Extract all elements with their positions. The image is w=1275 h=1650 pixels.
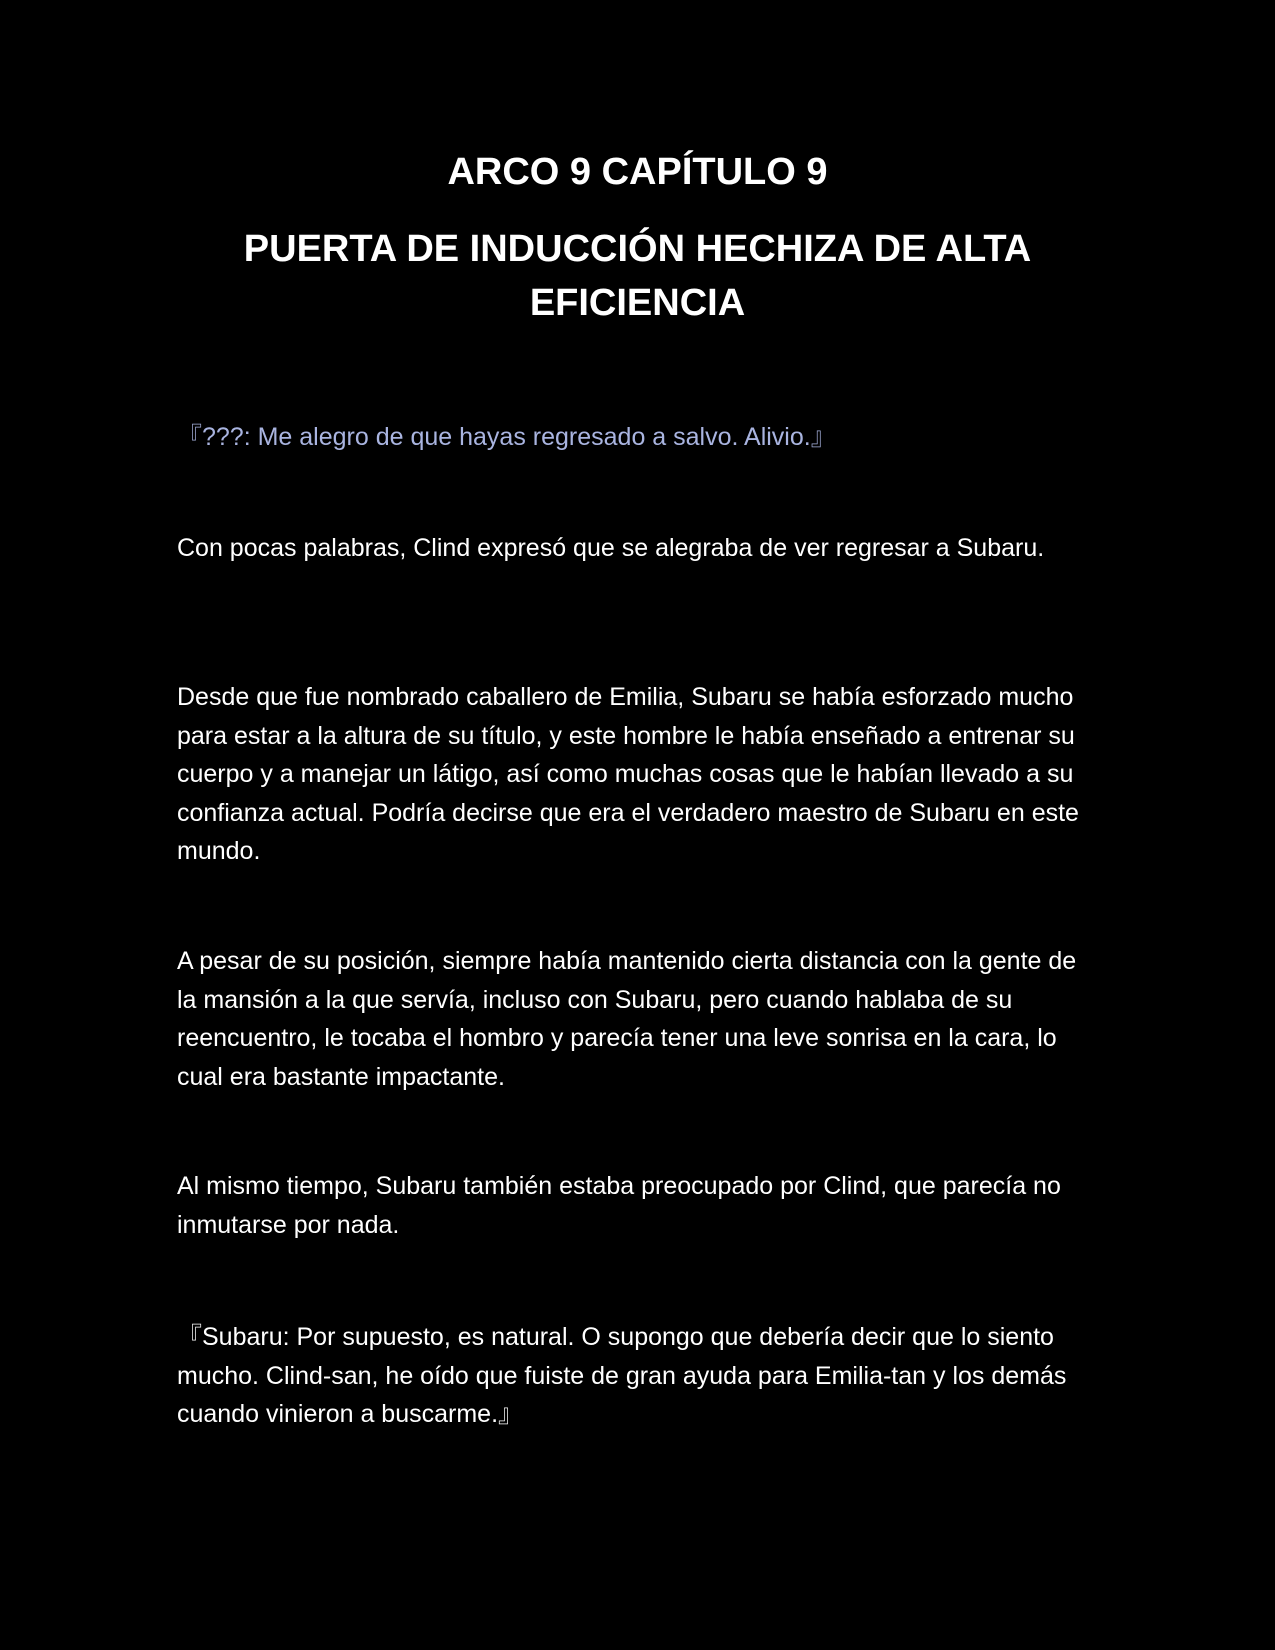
narration-paragraph: A pesar de su posición, siempre había mantenido cierta distancia con la gente de la mansión a la que servía, incluso con Subaru, pero cuando hablaba de su reencuentro, le tocaba el hombro y parecía tener una leve sonrisa en la cara, lo cual era bastante impactante. (177, 947, 1077, 1091)
narration-paragraph: Desde que fue nombrado caballero de Emilia, Subaru se había esforzado mucho para estar a la altura de su título, y este hombre le había enseñado a entrenar su cuerpo y a manejar un látigo, así como muchas cosas que le habían llevado a su confianza actual. Podría decirse que era el verdadero maestro de Subaru en este mundo. (177, 683, 1079, 865)
narration-paragraph: Al mismo tiempo, Subaru también estaba preocupado por Clind, que parecía no inmutarse por nada. (177, 1172, 1061, 1239)
arc-chapter-heading: ARCO 9 CAPÍTULO 9 (447, 151, 828, 193)
dialogue-unknown-speaker: 『???: Me alegro de que hayas regresado a salvo. Alivio.』 (177, 423, 836, 451)
dialogue-subaru: 『Subaru: Por supuesto, es natural. O supongo que debería decir que lo siento mucho. Clind-san, he oído que fuiste de gran ayuda para Emilia-tan y los demás cuando vinieron a buscarme.』 (177, 1323, 1067, 1428)
narration-paragraph: Con pocas palabras, Clind expresó que se alegraba de ver regresar a Subaru. (177, 534, 1045, 562)
chapter-title: PUERTA DE INDUCCIÓN HECHIZA DE ALTA EFICIENCIA (243, 228, 1032, 324)
